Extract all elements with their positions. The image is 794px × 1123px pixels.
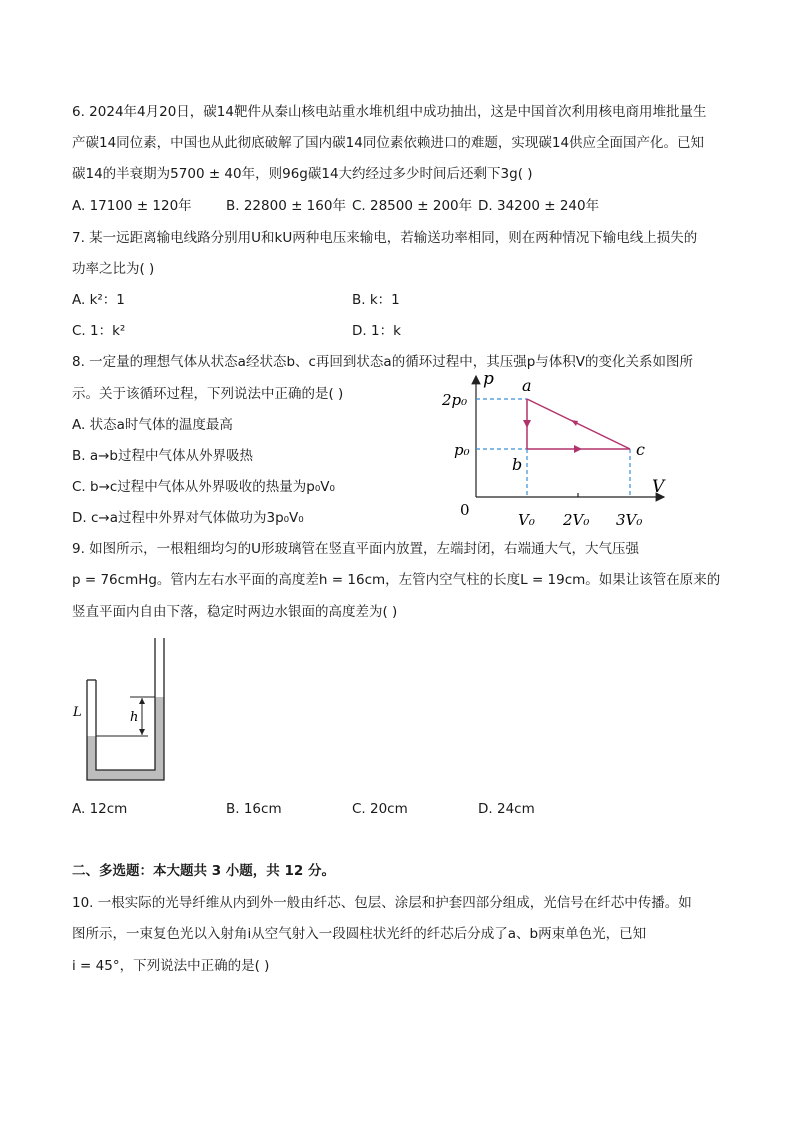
q10-line-2: 图所示，一束复色光以入射角i从空气射入一段圆柱状光纤的纤芯后分成了a、b两束单色光，已知 (72, 926, 647, 942)
q6-line-3: 碳14的半衰期为5700 ± 40年，则96g碳14大约经过多少时间后还剩下3g( ) (72, 166, 533, 182)
point-a-label: a (522, 376, 532, 395)
q6-line-2: 产碳14同位素，中国也从此彻底破解了国内碳14同位素依赖进口的难题，实现碳14供应全面国产化。已知 (72, 135, 705, 151)
point-c-label: c (636, 440, 645, 459)
q8-option-c: C. b→c过程中气体从外界吸收的热量为p₀V₀ (72, 479, 335, 495)
tube-inner (96, 638, 155, 770)
q9-option-a: A. 12cm (72, 801, 128, 817)
h-arrow-bottom (139, 729, 145, 735)
q7-line-2: 功率之比为( ) (72, 261, 155, 277)
u-tube-diagram (70, 634, 180, 784)
tick-label-2v0: 2V₀ (563, 511, 590, 529)
tick-label-3v0: 3V₀ (616, 511, 643, 529)
q9-option-c: C. 20cm (352, 801, 408, 817)
arrow-c-a (571, 420, 578, 426)
process-c-a (527, 399, 630, 449)
arrow-a-b (523, 420, 531, 428)
q8-option-d: D. c→a过程中外界对气体做功为3p₀V₀ (72, 510, 304, 526)
q9-line-3: 竖直平面内自由下落，稳定时两边水银面的高度差为( ) (72, 604, 398, 620)
q6-option-c: C. 28500 ± 200年 (352, 198, 473, 214)
arrow-b-c (574, 445, 582, 453)
q7-option-a: A. k²：1 (72, 292, 125, 308)
pv-diagram (436, 366, 676, 532)
origin-label: 0 (460, 501, 470, 519)
q7-option-d: D. 1：k (352, 323, 401, 339)
q7-line-1: 7. 某一远距离输电线路分别用U和kU两种电压来输电，若输送功率相同，则在两种情况下输电线上损失的 (72, 230, 698, 246)
q6-option-b: B. 22800 ± 160年 (226, 198, 346, 214)
tick-label-v0: V₀ (518, 511, 535, 529)
tick-label-2p0: 2p₀ (442, 391, 468, 409)
mercury-fill (87, 697, 164, 780)
q9-line-1: 9. 如图所示，一根粗细均匀的U形玻璃管在竖直平面内放置，左端封闭，右端通大气，大气压强 (72, 541, 640, 557)
q6-option-a: A. 17100 ± 120年 (72, 198, 192, 214)
q9-option-d: D. 24cm (478, 801, 535, 817)
q6-line-1: 6. 2024年4月20日，碳14靶件从秦山核电站重水堆机组中成功抽出，这是中国首次利用核电商用堆批量生 (72, 104, 707, 120)
label-h: h (130, 710, 139, 725)
v-axis-label: V (652, 477, 665, 497)
q7-option-b: B. k：1 (352, 292, 400, 308)
q10-line-3: i = 45°，下列说法中正确的是( ) (72, 958, 270, 974)
q10-line-1: 10. 一根实际的光导纤维从内到外一般由纤芯、包层、涂层和护套四部分组成，光信号在纤芯中传播。如 (72, 895, 692, 911)
q8-line-2: 示。关于该循环过程，下列说法中正确的是( ) (72, 386, 344, 402)
q8-line-1: 8. 一定量的理想气体从状态a经状态b、c再回到状态a的循环过程中，其压强p与体积V的变化关系如图所 (72, 354, 694, 370)
p-axis-label: p (483, 369, 494, 389)
q8-option-b: B. a→b过程中气体从外界吸热 (72, 448, 253, 464)
q9-line-2: p = 76cmHg。管内左右水平面的高度差h = 16cm，左管内空气柱的长度L = 19cm。如果让该管在原来的 (72, 572, 721, 588)
tube-outer (87, 638, 164, 780)
q8-option-a: A. 状态a时气体的温度最高 (72, 417, 233, 433)
q7-option-c: C. 1：k² (72, 323, 126, 339)
q6-option-d: D. 34200 ± 240年 (478, 198, 600, 214)
q9-option-b: B. 16cm (226, 801, 282, 817)
label-L: L (73, 705, 82, 720)
section-2-heading: 二、多选题：本大题共 3 小题，共 12 分。 (72, 863, 335, 879)
tick-label-p0: p₀ (454, 441, 470, 459)
h-arrow-top (139, 698, 145, 704)
point-b-label: b (512, 455, 523, 474)
